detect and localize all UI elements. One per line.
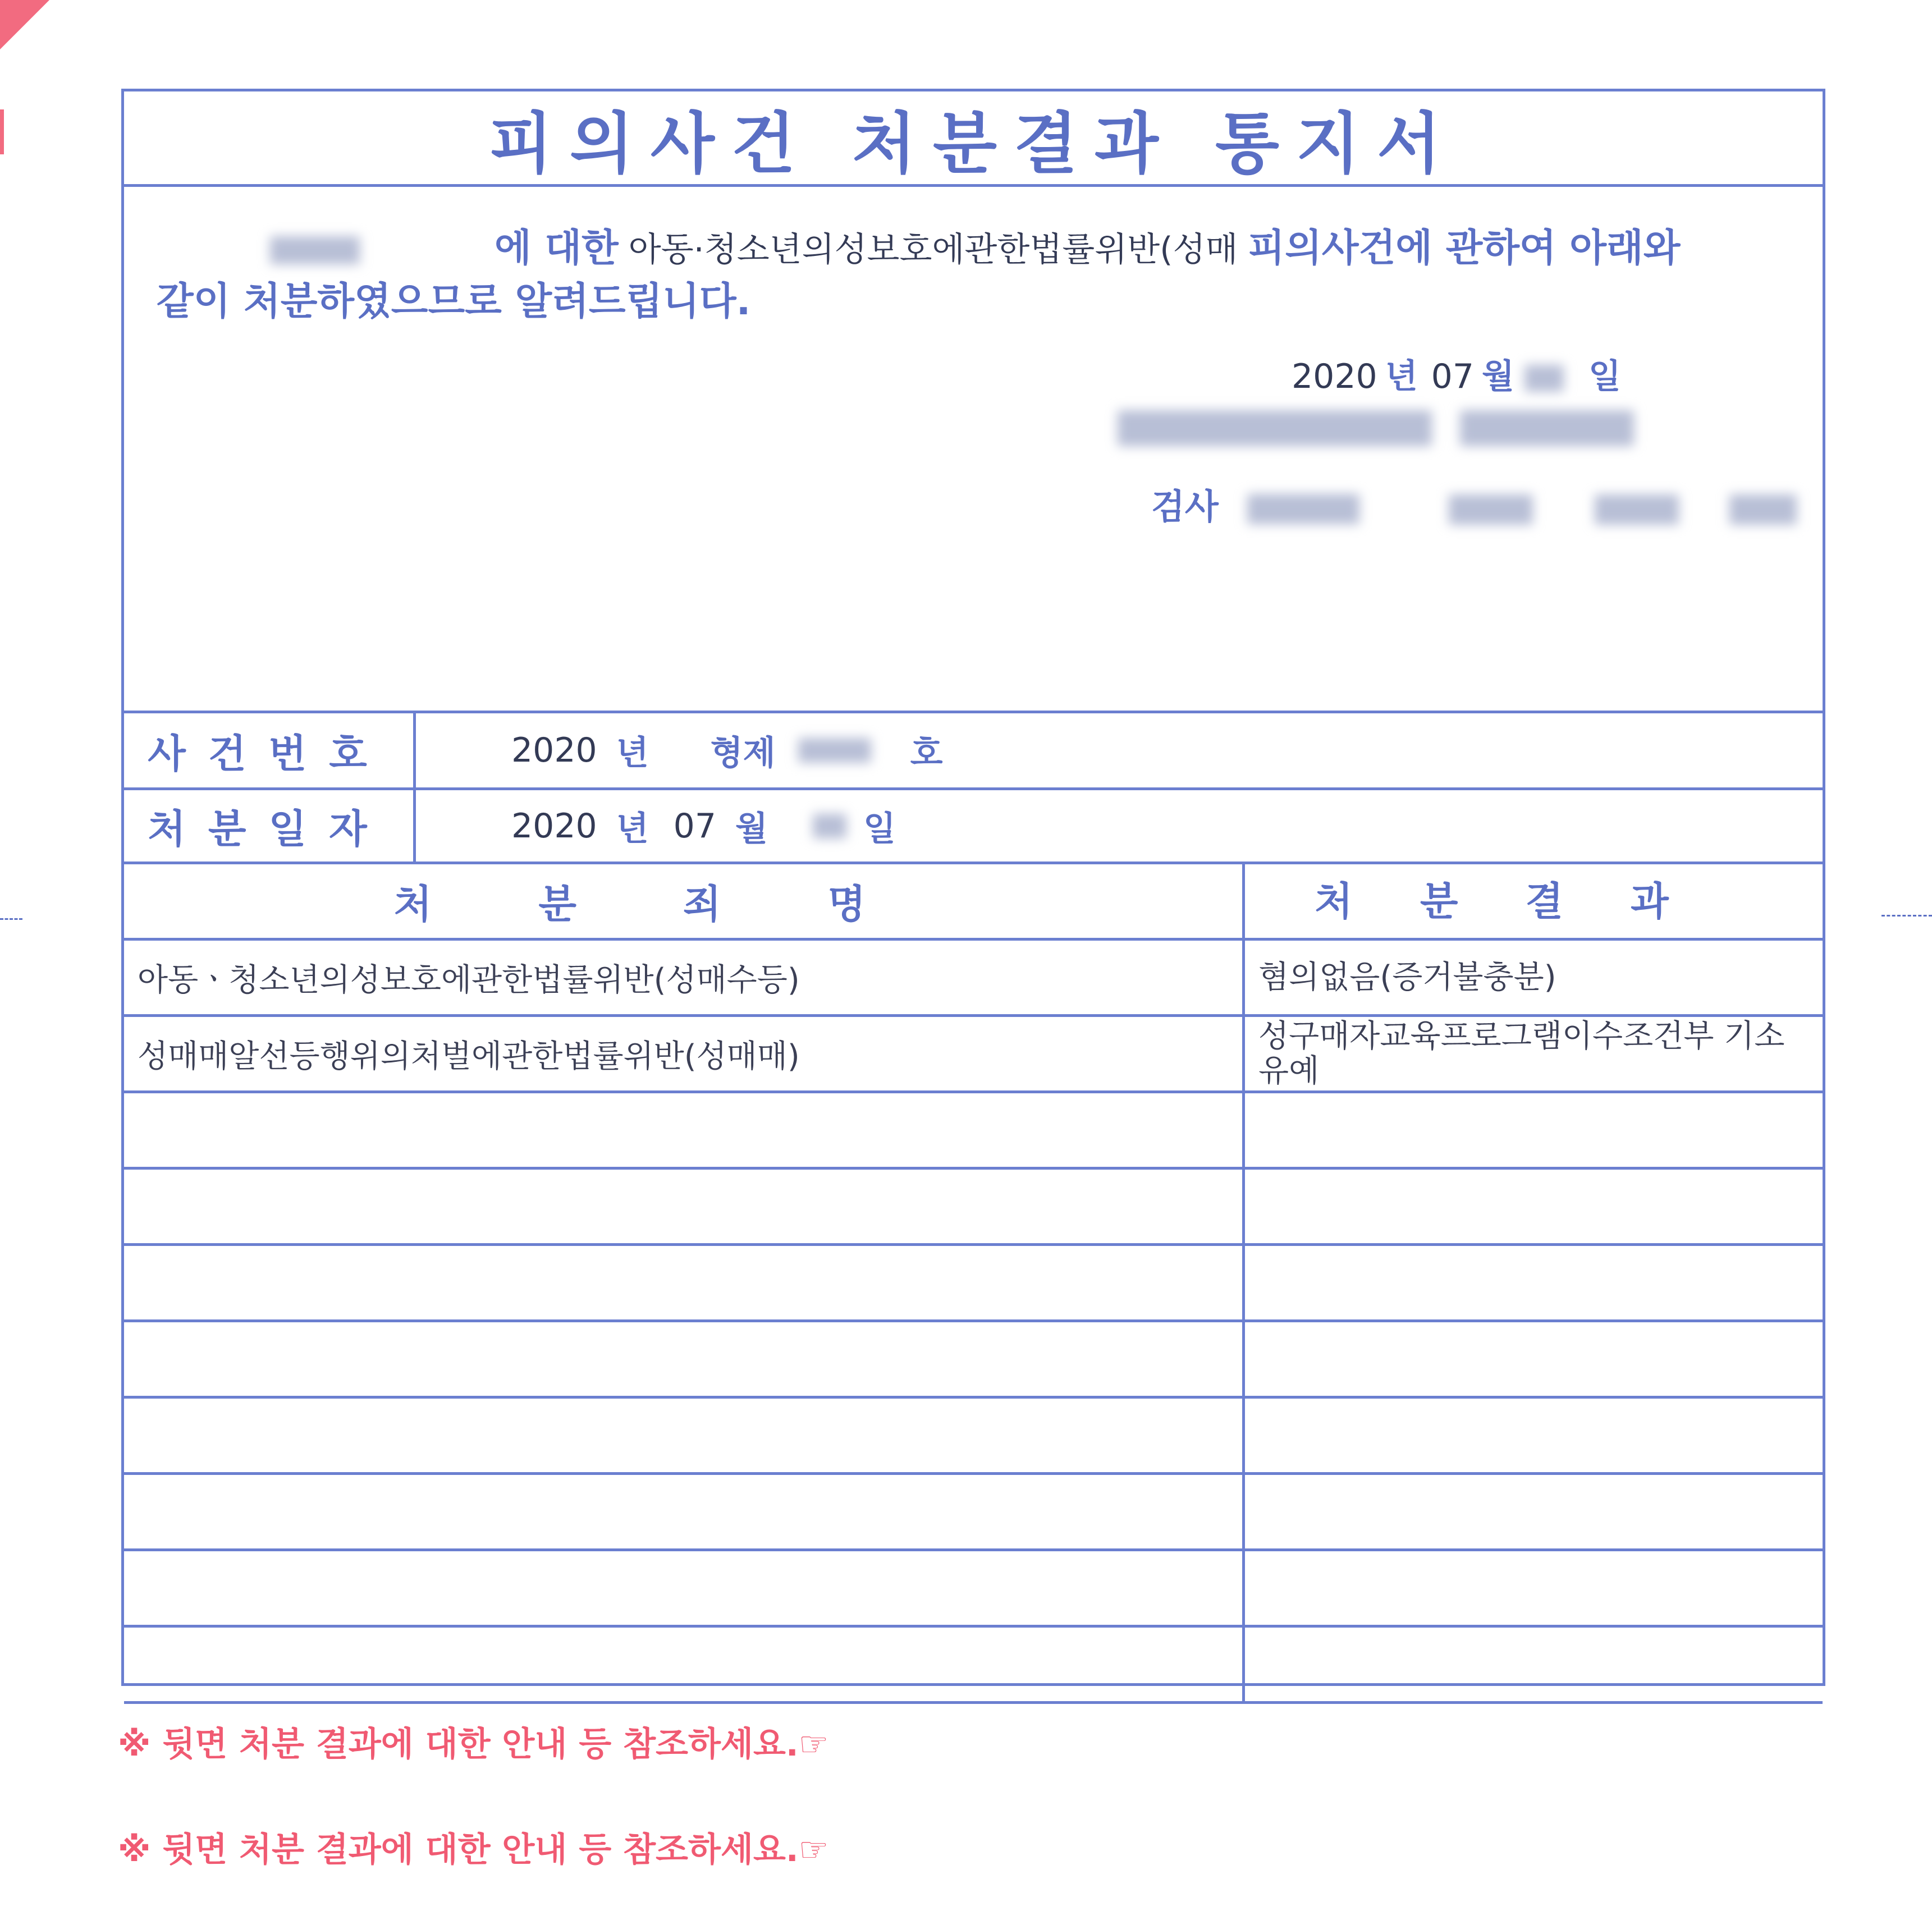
disposition-date-value — [416, 790, 1823, 862]
fold-line-right — [1881, 915, 1932, 917]
document-title: 피의사건 처분결과 통지서 — [488, 104, 1458, 182]
table-row — [124, 1017, 1823, 1093]
notice-month: 07 — [1431, 357, 1475, 396]
day-unit: 일 — [1588, 357, 1621, 396]
case-year: 2020 — [511, 731, 597, 770]
table-row — [124, 1322, 1823, 1399]
crime-text: 아동·청소년의성보호에관한법률위반(성매 — [628, 230, 1238, 269]
redacted-prosecutor-name — [1247, 494, 1359, 524]
footnote: ※ 뒷면 처분 결과에 대한 안내 등 참조하세요.☞ — [118, 1830, 829, 1869]
notice-line-1 — [270, 218, 1680, 272]
table-row — [124, 1093, 1823, 1170]
redacted-day — [1524, 365, 1564, 392]
disposition-day-unit: 일 — [863, 809, 896, 849]
notice-form — [121, 89, 1825, 1686]
disposition-date-row — [124, 790, 1823, 864]
table-row — [124, 941, 1823, 1017]
case-number-value — [416, 713, 1823, 787]
prosecutor-label: 검사 — [1151, 486, 1219, 527]
case-year-unit: 년 — [616, 734, 649, 773]
table-row — [124, 1628, 1823, 1704]
disposition-year: 2020 — [511, 806, 597, 846]
redacted-name — [270, 236, 360, 264]
redacted-seal — [1595, 494, 1679, 525]
redacted-disposition-day — [813, 814, 846, 838]
table-row — [124, 1399, 1823, 1475]
table-row — [124, 1246, 1823, 1322]
result-cell: 혐의없음(증거불충분) — [1258, 959, 1556, 996]
disposition-year-unit: 년 — [616, 809, 649, 849]
case-number-label: 사건번호 — [124, 713, 416, 787]
fold-line-left — [0, 918, 22, 920]
disposition-date-label: 처분일자 — [124, 790, 416, 862]
redacted-case-number — [798, 738, 871, 763]
disposition-month: 07 — [673, 806, 717, 846]
table-row — [124, 1551, 1823, 1628]
year-unit: 년 — [1385, 357, 1418, 396]
case-number-row — [124, 713, 1823, 790]
footnote: ※ 뒷면 처분 결과에 대한 안내 등 참조하세요.☞ — [118, 1725, 829, 1764]
table-row — [124, 1475, 1823, 1551]
about-suffix: 에 대한 — [495, 226, 619, 271]
disposition-month-unit: 월 — [735, 809, 768, 849]
redacted-seal — [1449, 494, 1533, 525]
corner-mark — [0, 0, 49, 49]
notice-line-2: 같이 처분하였으므로 알려드립니다. — [157, 279, 751, 324]
result-cell: 성구매자교육프로그램이수조건부 기소유예 — [1258, 1018, 1785, 1089]
case-type: 형제 — [710, 734, 776, 773]
header-result: 처분결과 — [1315, 878, 1736, 924]
title-row — [124, 91, 1823, 187]
month-unit: 월 — [1482, 357, 1514, 396]
charge-cell: 성매매알선등행위의처벌에관한법률위반(성매매) — [124, 1017, 1245, 1090]
redacted-office — [1118, 410, 1634, 446]
notice-date — [1292, 350, 1635, 398]
charge-cell: 아동ㆍ청소년의성보호에관한법률위반(성매수등) — [124, 941, 1245, 1014]
table-row — [124, 1170, 1823, 1246]
notice-section — [124, 187, 1823, 713]
prosecutor — [1151, 479, 1359, 529]
edge-mark — [0, 109, 4, 154]
table-header — [124, 864, 1823, 941]
redacted-seal — [1729, 494, 1797, 525]
notice-tail: 피의사건에 관하여 아래와 — [1248, 226, 1681, 271]
notice-year: 2020 — [1292, 357, 1377, 396]
case-suffix: 호 — [910, 734, 943, 773]
header-charge: 처분죄명 — [124, 864, 1245, 938]
